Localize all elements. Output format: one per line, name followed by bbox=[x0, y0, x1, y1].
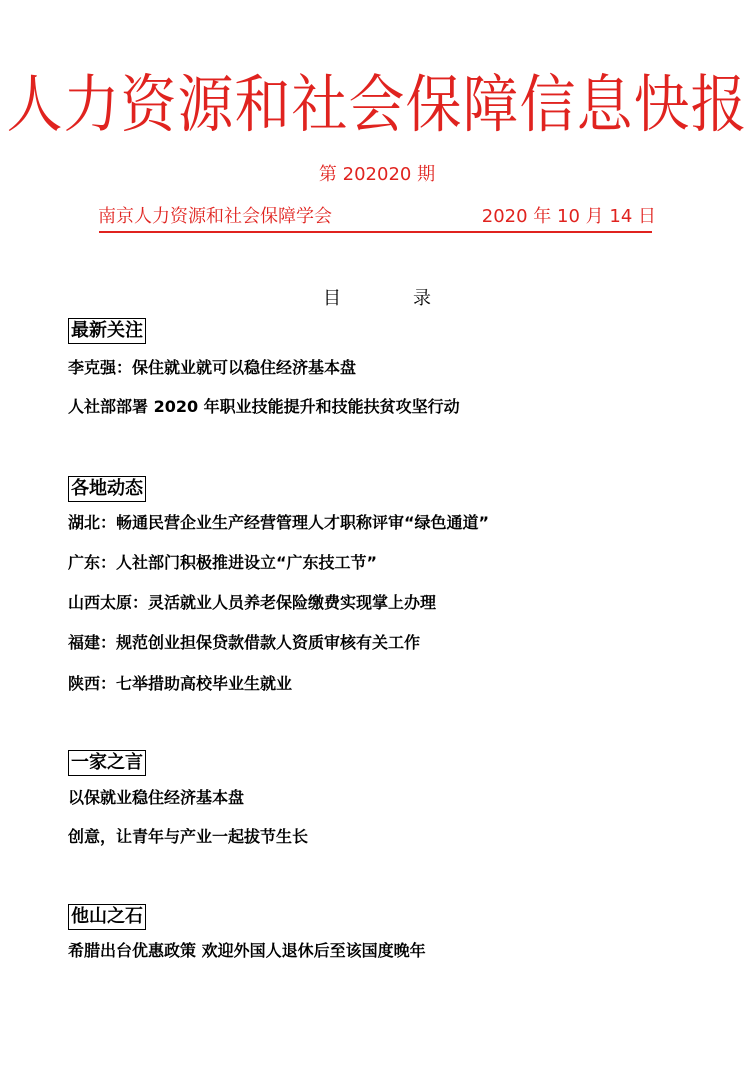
toc-item[interactable]: 山西太原：灵活就业人员养老保险缴费实现掌上办理 bbox=[68, 593, 437, 612]
toc-section-local-news bbox=[68, 476, 146, 502]
toc-item[interactable]: 李克强：保住就业就可以稳住经济基本盘 bbox=[68, 358, 357, 377]
section-heading: 最新关注 bbox=[68, 318, 146, 344]
toc-item[interactable]: 人社部部署 2020 年职业技能提升和技能扶贫攻坚行动 bbox=[68, 397, 460, 416]
issue-number: 第 202020 期 bbox=[318, 164, 436, 185]
toc-item[interactable]: 湖北：畅通民营企业生产经营管理人才职称评审“绿色通道” bbox=[68, 513, 490, 532]
publish-date: 2020 年 10 月 14 日 bbox=[481, 206, 656, 227]
toc-title-left: 目 bbox=[323, 288, 341, 309]
toc-section-abroad bbox=[68, 904, 146, 930]
header-divider bbox=[99, 231, 652, 233]
toc-item[interactable]: 陕西：七举措助高校毕业生就业 bbox=[68, 674, 293, 693]
toc-title-right: 录 bbox=[413, 288, 431, 309]
publisher-name: 南京人力资源和社会保障学会 bbox=[98, 206, 332, 227]
section-heading: 各地动态 bbox=[68, 476, 146, 502]
toc-section-opinion bbox=[68, 750, 146, 776]
section-heading: 一家之言 bbox=[68, 750, 146, 776]
toc-section-latest bbox=[68, 318, 146, 344]
toc-item[interactable]: 希腊出台优惠政策 欢迎外国人退休后至该国度晚年 bbox=[68, 941, 426, 960]
toc-item[interactable]: 福建：规范创业担保贷款借款人资质审核有关工作 bbox=[68, 633, 421, 652]
toc-item[interactable]: 以保就业稳住经济基本盘 bbox=[68, 788, 245, 807]
section-heading: 他山之石 bbox=[68, 904, 146, 930]
toc-item[interactable]: 广东：人社部门积极推进设立“广东技工节” bbox=[68, 553, 378, 572]
toc-item[interactable]: 创意，让青年与产业一起拔节生长 bbox=[68, 827, 309, 846]
bulletin-title: 人力资源和社会保障信息快报 bbox=[6, 69, 748, 142]
toc-title bbox=[0, 284, 754, 310]
